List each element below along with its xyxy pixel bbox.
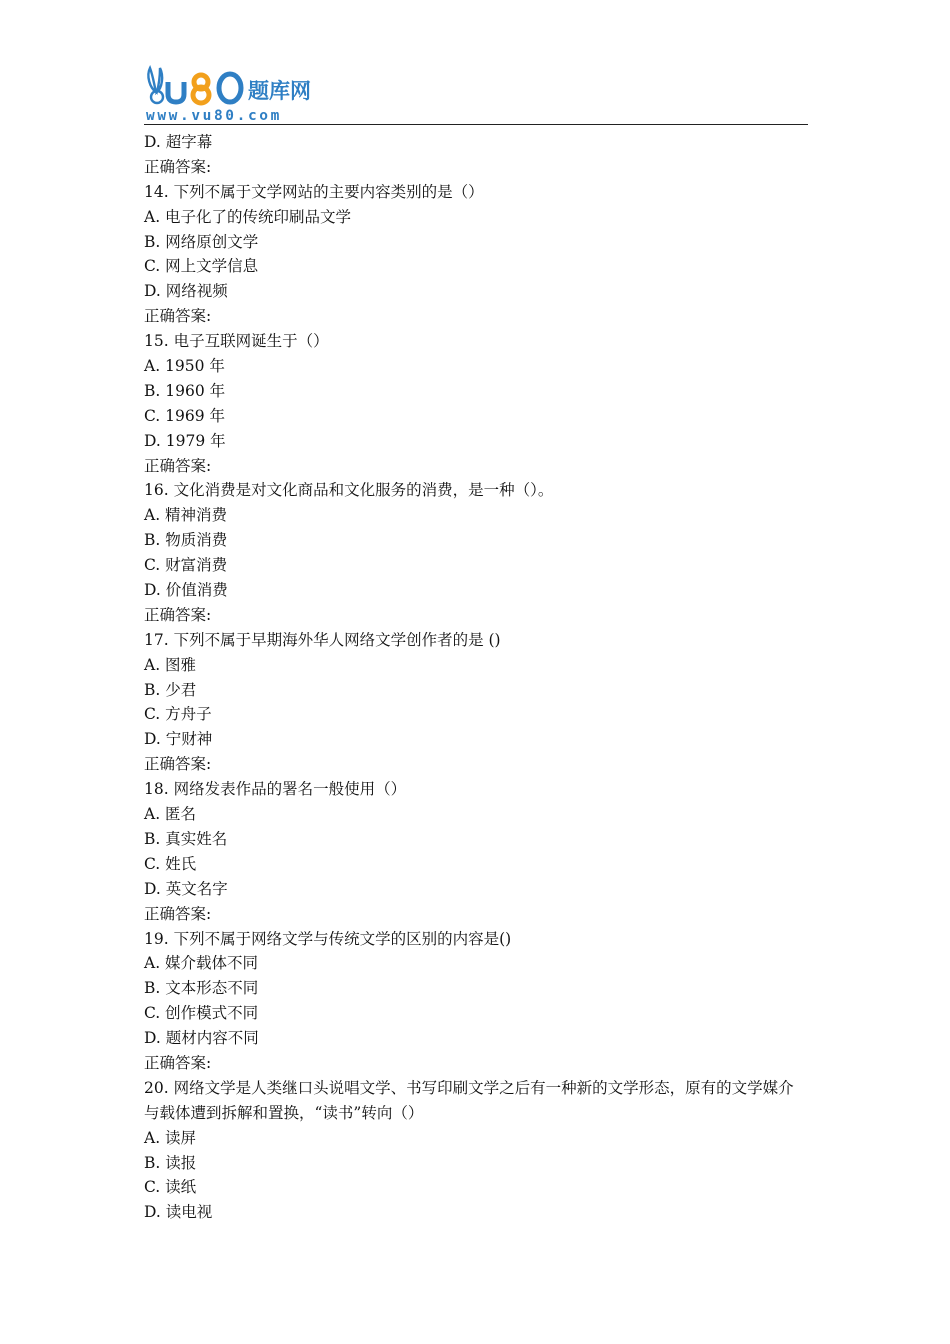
header-rule — [144, 124, 808, 125]
answer-line: 正确答案: — [144, 755, 212, 774]
vu80-logo — [144, 64, 344, 124]
question-17: 17. 下列不属于早期海外华人网络文学创作者的是 () — [144, 630, 501, 649]
question-15: 15. 电子互联网诞生于（） — [144, 332, 329, 351]
option-c: C. 读纸 — [144, 1178, 197, 1197]
option-d: D. 价值消费 — [144, 581, 228, 600]
svg-text:www.vu80.com: www.vu80.com — [146, 108, 282, 124]
svg-text:题库网: 题库网 — [248, 79, 311, 103]
option-b: B. 物质消费 — [144, 531, 228, 550]
option-a: A. 电子化了的传统印刷品文学 — [144, 207, 352, 226]
option-d: D. 题材内容不同 — [144, 1029, 259, 1048]
option-a: A. 精神消费 — [144, 506, 228, 525]
option-a: A. 读屏 — [144, 1128, 197, 1147]
answer-line: 正确答案: — [144, 157, 212, 176]
option-b: B. 读报 — [144, 1153, 197, 1172]
option-c: C. 1969 年 — [144, 406, 226, 425]
option-a: A. 图雅 — [144, 655, 197, 674]
option-b: B. 少君 — [144, 680, 197, 699]
question-18: 18. 网络发表作品的署名一般使用（） — [144, 780, 407, 799]
page-header — [144, 64, 808, 126]
answer-line: 正确答案: — [144, 307, 212, 326]
option-a: A. 1950 年 — [144, 357, 225, 376]
option-c: C. 财富消费 — [144, 556, 228, 575]
option-b: B. 1960 年 — [144, 381, 226, 400]
option-c: C. 网上文学信息 — [144, 257, 259, 276]
answer-line: 正确答案: — [144, 1053, 212, 1072]
option-b: B. 网络原创文学 — [144, 232, 259, 251]
text-line: D. 超字幕 — [144, 133, 213, 151]
question-19: 19. 下列不属于网络文学与传统文学的区别的内容是() — [144, 929, 512, 948]
answer-line: 正确答案: — [144, 456, 212, 475]
option-d: D. 读电视 — [144, 1203, 213, 1222]
option-a: A. 媒介载体不同 — [144, 954, 259, 973]
option-d: D. 1979 年 — [144, 431, 226, 450]
answer-line: 正确答案: — [144, 904, 212, 923]
option-c: C. 方舟子 — [144, 705, 212, 724]
question-20: 20. 网络文学是人类继口头说唱文学、书写印刷文学之后有一种新的文学形态，原有的文学媒介与载体遭到拆解和置换，“读书”转向（） — [144, 1078, 794, 1122]
question-16: 16. 文化消费是对文化商品和文化服务的消费，是一种（）。 — [144, 481, 554, 500]
option-d: D. 宁财神 — [144, 730, 213, 749]
option-d: D. 英文名字 — [144, 879, 228, 898]
option-d: D. 网络视频 — [144, 282, 228, 301]
option-a: A. 匿名 — [144, 805, 197, 824]
option-b: B. 真实姓名 — [144, 829, 228, 848]
answer-line: 正确答案: — [144, 605, 212, 624]
document-body — [144, 130, 808, 1225]
option-b: B. 文本形态不同 — [144, 979, 259, 998]
option-c: C. 创作模式不同 — [144, 1004, 259, 1023]
question-14: 14. 下列不属于文学网站的主要内容类别的是（） — [144, 182, 484, 201]
option-c: C. 姓氏 — [144, 854, 197, 873]
